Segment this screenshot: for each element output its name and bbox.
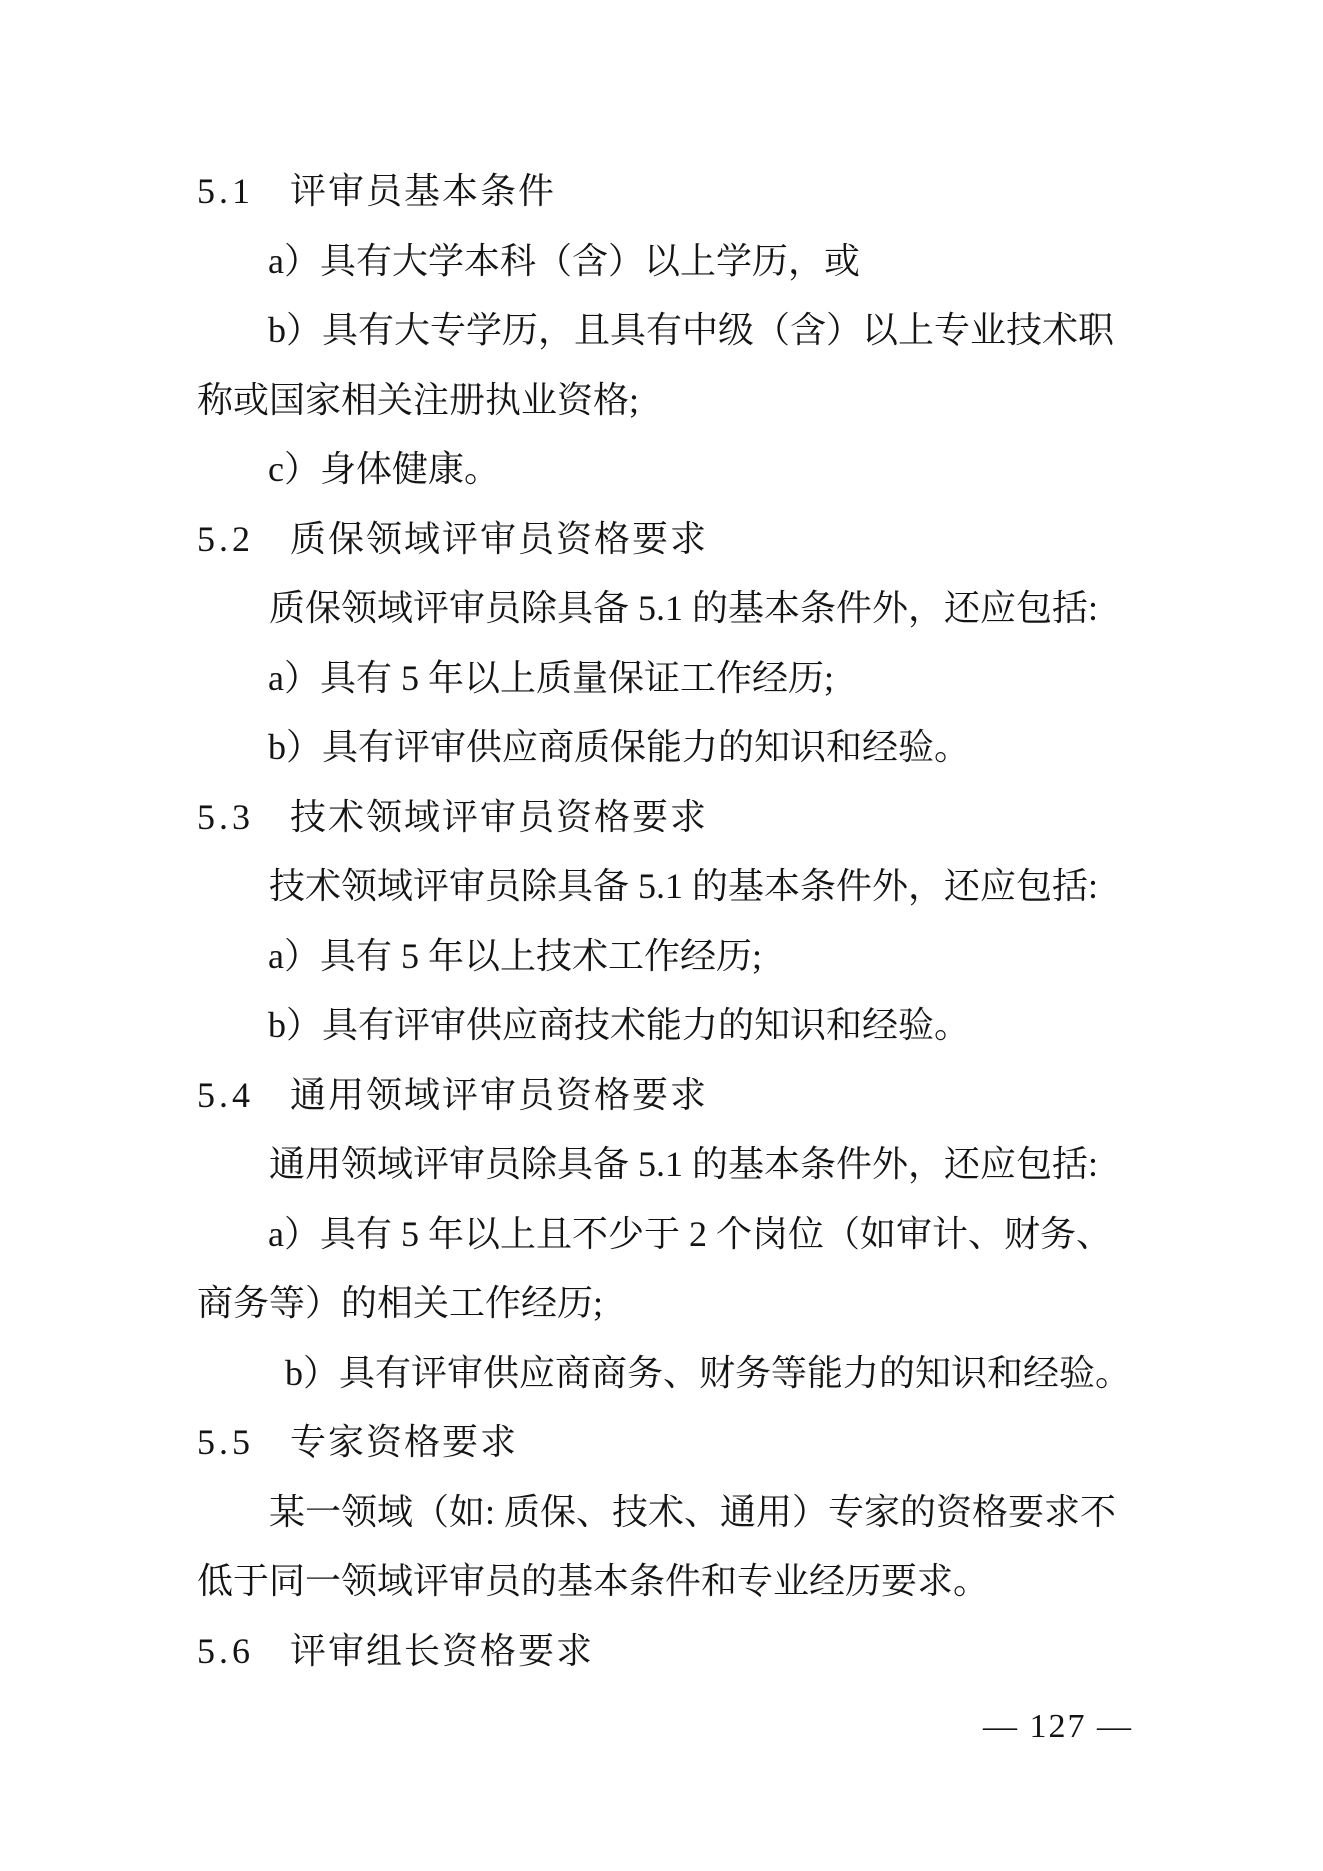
list-item-line: a）具有 5 年以上质量保证工作经历; <box>268 657 834 698</box>
list-item-line: a）具有 5 年以上技术工作经历; <box>268 935 762 976</box>
section-title: 评审员基本条件 <box>290 171 557 211</box>
list-item-line: b）具有评审供应商质保能力的知识和经验。 <box>268 727 971 767</box>
section-heading <box>197 505 1182 575</box>
list-item-line: b）具有大专学历，且具有中级（含）以上专业技术职 <box>268 310 1115 350</box>
paragraph-line: 通用领域评审员除具备 5.1 的基本条件外，还应包括: <box>269 1144 1099 1184</box>
page-number: — 127 — <box>983 1708 1133 1745</box>
paragraph-line: 称或国家相关注册执业资格; <box>197 379 640 420</box>
list-item-line: a）具有 5 年以上且不少于 2 个岗位（如审计、财务、 <box>268 1213 1112 1254</box>
list-item-line: b）具有评审供应商技术能力的知识和经验。 <box>268 1005 971 1045</box>
list-item-line: c）身体健康。 <box>268 449 500 489</box>
section-heading <box>197 1617 1182 1687</box>
section-number: 5.4 <box>197 1074 254 1115</box>
paragraph-line: 商务等）的相关工作经历; <box>197 1283 604 1323</box>
section-title: 质保领域评审员资格要求 <box>290 518 709 559</box>
paragraph-line: 某一领域（如: 质保、技术、通用）专家的资格要求不 <box>269 1491 1117 1532</box>
section-heading <box>197 1061 1182 1131</box>
list-item-line: a）具有大学本科（含）以上学历，或 <box>268 240 860 281</box>
section-number: 5.5 <box>197 1422 254 1462</box>
section-number: 5.1 <box>197 171 254 211</box>
paragraph-line: 质保领域评审员除具备 5.1 的基本条件外，还应包括: <box>269 588 1099 628</box>
section-title: 技术领域评审员资格要求 <box>290 796 709 837</box>
section-title: 通用领域评审员资格要求 <box>290 1074 709 1115</box>
paragraph-line: 低于同一领域评审员的基本条件和专业经历要求。 <box>197 1561 990 1601</box>
section-number: 5.3 <box>197 796 254 837</box>
list-item-line: b）具有评审供应商商务、财务等能力的知识和经验。 <box>285 1352 1132 1393</box>
section-heading <box>197 157 1182 227</box>
section-title: 评审组长资格要求 <box>290 1630 595 1671</box>
section-heading <box>197 1408 1182 1478</box>
section-number: 5.6 <box>197 1630 254 1671</box>
section-number: 5.2 <box>197 518 254 559</box>
document-body <box>197 157 1182 1686</box>
section-heading <box>197 783 1182 853</box>
section-title: 专家资格要求 <box>290 1422 519 1462</box>
paragraph-line: 技术领域评审员除具备 5.1 的基本条件外，还应包括: <box>269 866 1099 906</box>
